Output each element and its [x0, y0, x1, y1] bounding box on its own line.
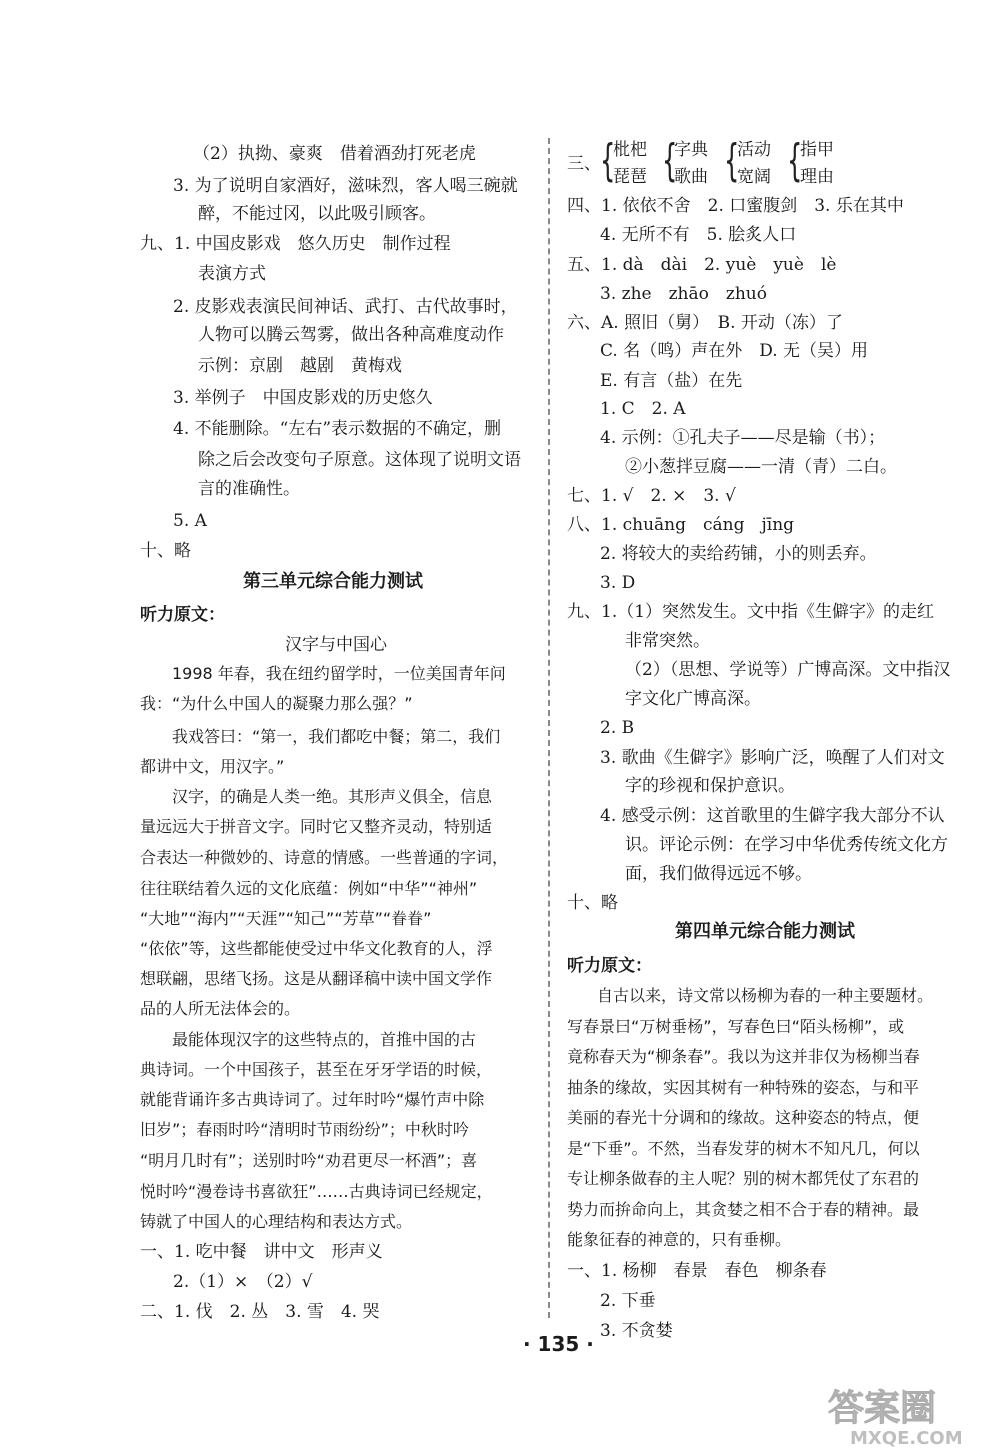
answer-line: 十、略 — [567, 893, 618, 913]
answer-line: 识。评论示例：在学习中华优秀传统文化方 — [625, 835, 948, 855]
answer-line: ②小葱拌豆腐——一清（青）二白。 — [625, 457, 897, 477]
answer-line: 2. 下垂 — [600, 1291, 656, 1311]
answer-line: 一、1. 杨柳 春景 春色 柳条春 — [567, 1261, 827, 1281]
answer-line: 1. C 2. A — [600, 399, 686, 419]
answer-line: 醉，不能过冈，以此吸引顾客。 — [198, 204, 436, 224]
column-divider — [548, 138, 550, 1318]
answer-line: 3. 歌曲《生僻字》影响广泛，唤醒了人们对文 — [600, 748, 945, 768]
passage-line: 合表达一种微妙的、诗意的情感。一些普通的字词， — [140, 848, 509, 867]
answer-line: 九、1. 中国皮影戏 悠久历史 制作过程 — [140, 234, 451, 254]
left-brace: { — [787, 135, 803, 186]
passage-line: 专让柳条做春的主人呢？别的树木都凭仗了东君的 — [567, 1169, 920, 1188]
answer-line: 除之后会改变句子原意。这体现了说明文语 — [198, 450, 521, 470]
watermark-logo — [820, 1378, 995, 1448]
section-title: 第四单元综合能力测试 — [675, 921, 855, 942]
answer-line: 八、1. chuāng cáng jīng — [567, 515, 795, 535]
answer-label: 三、 — [567, 154, 601, 174]
left-brace: { — [724, 135, 740, 186]
passage-line: 想联翩，思绪飞扬。这是从翻译稿中读中国文学作 — [140, 969, 493, 988]
answer-line: 3. zhe zhāo zhuó — [600, 284, 767, 304]
word-item: 宽阔 — [737, 167, 771, 187]
svg-text:MXQE.COM: MXQE.COM — [850, 1428, 963, 1448]
left-brace: { — [662, 135, 678, 186]
word-item: 活动 — [737, 140, 771, 160]
answer-line: 4. 无所不有 5. 脍炙人口 — [600, 225, 797, 245]
passage-line: 抽条的缘故，实因其树有一种特殊的姿态，与和平 — [567, 1078, 920, 1097]
answer-line: 3. 不贪婪 — [600, 1321, 673, 1341]
passage-line: 最能体现汉字的这些特点的，首推中国的古 — [172, 1030, 477, 1049]
listening-label: 听力原文： — [567, 956, 652, 976]
passage-line: 自古以来，诗文常以杨柳为春的一种主要题材。 — [597, 986, 934, 1005]
passage-line: 量远远大于拼音文字。同时它又整齐灵动，特别适 — [140, 817, 493, 836]
answer-line: 3. 为了说明自家酒好，滋味烈，客人喝三碗就 — [173, 176, 518, 196]
answer-line: 4. 感受示例：这首歌里的生僻字我大部分不认 — [600, 806, 945, 826]
passage-line: 汉字，的确是人类一绝。其形声义俱全，信息 — [172, 787, 493, 806]
passage-line: 能象征春的神意的，只有垂柳。 — [567, 1230, 792, 1249]
passage-line: 竟称春天为“柳条春”。我以为这并非仅为杨柳当春 — [567, 1047, 920, 1066]
section-title: 第三单元综合能力测试 — [243, 571, 423, 592]
passage-line: “明月几时有”；送别时吟“劝君更尽一杯酒”；喜 — [140, 1151, 478, 1170]
passage-line: 品的人所无法体会的。 — [140, 999, 301, 1018]
passage-line: 我：“为什么中国人的凝聚力那么强？” — [140, 694, 413, 713]
passage-line: “依依”等，这些都能使受过中华文化教育的人，浮 — [140, 939, 493, 958]
answer-line: 2. 皮影戏表演民间神话、武打、古代故事时， — [173, 297, 518, 317]
answer-line: 一、1. 吃中餐 讲中文 形声义 — [140, 1242, 383, 1262]
answer-line: 字的珍视和保护意识。 — [625, 776, 795, 796]
answer-line: 二、1. 伐 2. 丛 3. 雪 4. 哭 — [140, 1302, 380, 1322]
answer-line: 七、1. √ 2. × 3. √ — [567, 486, 736, 506]
answer-line: 4. 不能删除。“左右”表示数据的不确定，删 — [173, 419, 502, 439]
answer-line: 2.（1）× （2）√ — [173, 1272, 313, 1292]
answer-line: 十、略 — [140, 541, 191, 561]
word-item: 枇杷 — [613, 140, 647, 160]
answer-line: E. 有言（盐）在先 — [600, 371, 743, 391]
passage-line: 势力而拚命向上，其贪婪之相不合于春的精神。最 — [567, 1200, 920, 1219]
passage-line: 铸就了中国人的心理结构和表达方式。 — [140, 1212, 413, 1231]
answer-line: 示例：京剧 越剧 黄梅戏 — [198, 356, 402, 376]
answer-line: 字文化广博高深。 — [625, 689, 761, 709]
word-item: 琵琶 — [613, 167, 647, 187]
passage-line: 美丽的春光十分调和的缘故。这种姿态的特点，便 — [567, 1108, 920, 1127]
page-number: · 135 · — [523, 1332, 594, 1356]
passage-line: 1998 年春，我在纽约留学时，一位美国青年问 — [172, 664, 506, 683]
passage-line: 都讲中文，用汉字。” — [140, 757, 285, 776]
passage-line: 旧岁”；春雨时吟“清明时节雨纷纷”；中秋时吟 — [140, 1120, 469, 1139]
answer-line: 言的准确性。 — [198, 479, 300, 499]
answer-line: 4. 示例：①孔夫子——尽是输（书）； — [600, 428, 886, 448]
passage-title: 汉字与中国心 — [285, 635, 387, 655]
answer-line: 表演方式 — [198, 264, 266, 284]
word-item: 指甲 — [800, 140, 834, 160]
passage-line: 往往联结着久远的文化底蕴：例如“中华”“神州” — [140, 879, 478, 898]
answer-line: 5. A — [173, 511, 207, 531]
listening-label: 听力原文： — [140, 605, 225, 625]
word-item: 理由 — [800, 167, 834, 187]
answer-line: 四、1. 依依不舍 2. 口蜜腹剑 3. 乐在其中 — [567, 196, 904, 216]
answer-line: 六、A. 照旧（舅） B. 开动（冻）了 — [567, 313, 843, 333]
answer-line: 五、1. dà dài 2. yuè yuè lè — [567, 255, 837, 275]
answer-line: （2）（思想、学说等）广博高深。文中指汉 — [625, 660, 951, 680]
answer-line: 非常突然。 — [625, 631, 710, 651]
answer-line: 3. D — [600, 573, 636, 593]
answer-line: 2. B — [600, 718, 635, 738]
passage-line: “大地”“海内”“天涯”“知己”“芳草”“眷眷” — [140, 909, 432, 928]
answer-line: C. 名（鸣）声在外 D. 无（吴）用 — [600, 341, 869, 361]
passage-line: 就能背诵许多古典诗词了。过年时吟“爆竹声中除 — [140, 1090, 485, 1109]
answer-line: （2）执拗、豪爽 借着酒劲打死老虎 — [193, 144, 476, 164]
passage-line: 写春景曰“万树垂杨”，写春色曰“陌头杨柳”，或 — [567, 1017, 905, 1036]
passage-line: 典诗词。一个中国孩子，甚至在牙牙学语的时候， — [140, 1060, 493, 1079]
answer-line: 面，我们做得远远不够。 — [625, 864, 812, 884]
answer-line: 3. 举例子 中国皮影戏的历史悠久 — [173, 388, 433, 408]
passage-line: 我戏答曰：“第一，我们都吃中餐；第二，我们 — [172, 727, 501, 746]
passage-line: 悦时吟“漫卷诗书喜欲狂”……古典诗词已经规定， — [140, 1182, 493, 1201]
left-brace: { — [600, 135, 616, 186]
svg-text:答案圈: 答案圈 — [828, 1388, 937, 1429]
answer-line: 2. 将较大的卖给药铺，小的则丢弃。 — [600, 544, 877, 564]
word-item: 字典 — [674, 140, 708, 160]
word-item: 歌曲 — [674, 167, 708, 187]
answer-line: 人物可以腾云驾雾，做出各种高难度动作 — [198, 325, 504, 345]
passage-line: 是“下垂”。不然，当春发芽的树木不知凡几，何以 — [567, 1139, 920, 1158]
answer-line: 九、1.（1）突然发生。文中指《生僻字》的走红 — [567, 602, 935, 622]
